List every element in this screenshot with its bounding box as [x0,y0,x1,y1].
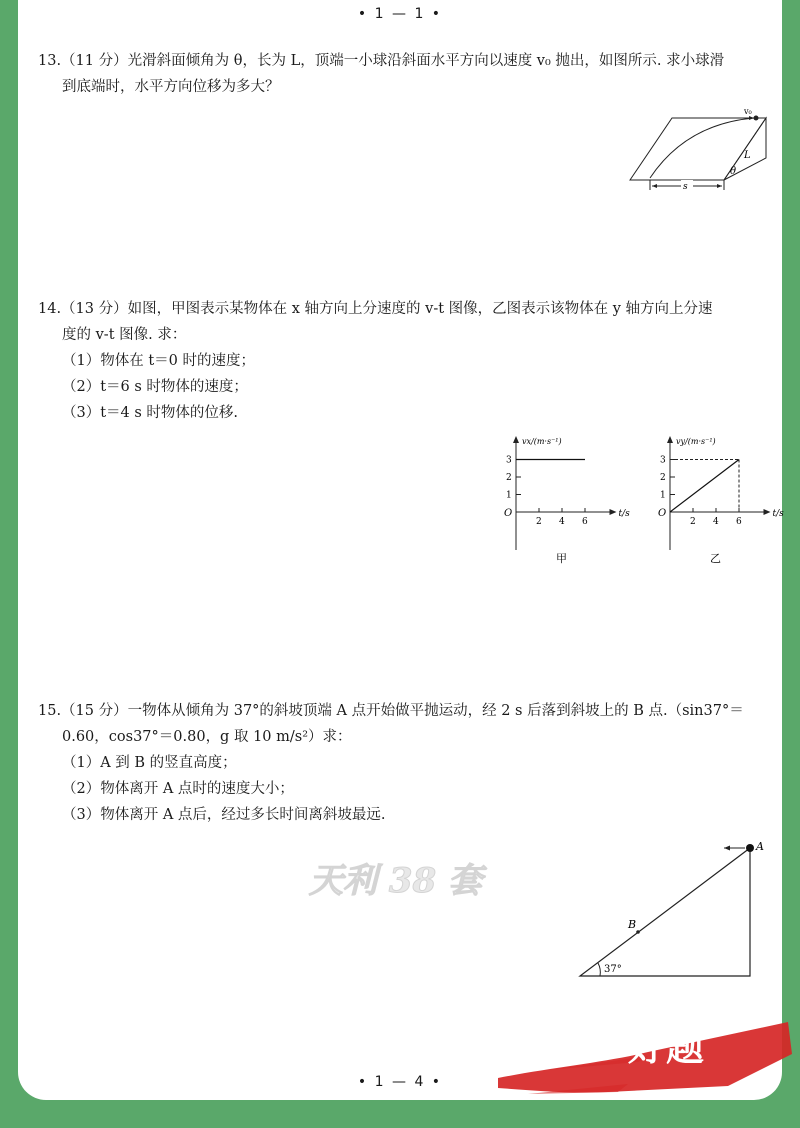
q13-line1: 13.（11 分）光滑斜面倾角为 θ，长为 L，顶端一小球沿斜面水平方向以速度 v₀ 抛出，如图所示. 求小球滑 [38,53,725,69]
label-angle: 37° [604,964,622,975]
x-tick-label: 4 [559,517,565,527]
q15-slope-figure [574,836,774,982]
origin-label: O [658,508,667,519]
label-L: L [744,150,751,161]
y-axis-label: vx/(m·s⁻¹) [522,437,562,446]
q14-line2: 度的 v‑t 图像. 求： [62,327,187,343]
stamp-text: 好题 [628,1024,705,1069]
x-tick-label: 2 [536,517,542,527]
watermark-text: 天利 38 套 [309,861,482,901]
label-s: s [683,182,688,192]
question-14 [38,296,768,426]
q15-item-2: （2）物体离开 A 点时的速度大小； [62,781,294,797]
x-tick-label: 6 [582,517,588,527]
page-number-top: • 1 — 1 • [357,6,443,22]
x-axis-label: t/s [772,509,784,519]
x-tick-label: 6 [736,517,742,527]
page-number-bottom: • 1 — 4 • [357,1074,443,1090]
label-v0: v₀ [744,107,752,116]
y-axis-arrow [513,436,519,443]
y-tick-label: 3 [660,455,666,466]
x-axis-arrow [610,509,617,515]
question-13 [38,48,768,100]
x-tick-label: 2 [690,517,696,527]
y-tick-label: 2 [660,473,666,483]
label-A: A [756,840,764,853]
q14-item-1: （1）物体在 t＝0 时的速度； [62,353,255,369]
label-theta: θ [730,166,737,177]
y-tick-label: 1 [660,490,666,501]
y-tick-label: 2 [506,473,512,483]
y-axis-arrow [667,436,673,443]
chart-title: 乙 [710,552,721,565]
x-axis-arrow [764,509,771,515]
x-axis-label: t/s [618,509,630,519]
q15-item-1: （1）A 到 B 的竖直高度； [62,755,237,771]
y-tick-label: 1 [506,490,512,501]
x-tick-label: 4 [713,517,719,527]
q15-line2: 0.60，cos37°＝0.80，g 取 10 m/s²）求： [62,729,352,745]
q14-line1: 14.（13 分）如图，甲图表示某物体在 x 轴方向上分速度的 v‑t 图像，乙图表示该物体在 y 轴方向上分速 [38,301,713,317]
exam-page [18,0,782,1100]
y-tick-label: 3 [506,455,512,466]
q15-line1: 15.（15 分）一物体从倾角为 37°的斜坡顶端 A 点开始做平抛运动，经 2 s 后落到斜坡上的 B 点.（sin37°＝ [38,703,744,719]
q14-item-3: （3）t＝4 s 时物体的位移. [62,405,239,421]
y-axis-label: vy/(m·s⁻¹) [676,437,716,446]
watermark-logo [303,838,523,928]
chart-vy [630,432,800,572]
q13-incline-figure [626,106,776,192]
chart-vx [476,432,646,572]
question-15 [38,698,768,828]
origin-label: O [504,508,513,519]
chart-title: 甲 [556,552,567,565]
q13-line2: 到底端时，水平方向位移为多大？ [62,79,280,95]
q15-item-3: （3）物体离开 A 点后，经过多长时间离斜坡最远. [62,807,386,823]
data-line [670,460,739,513]
label-B: B [628,918,637,931]
q14-item-2: （2）t＝6 s 时物体的速度； [62,379,248,395]
